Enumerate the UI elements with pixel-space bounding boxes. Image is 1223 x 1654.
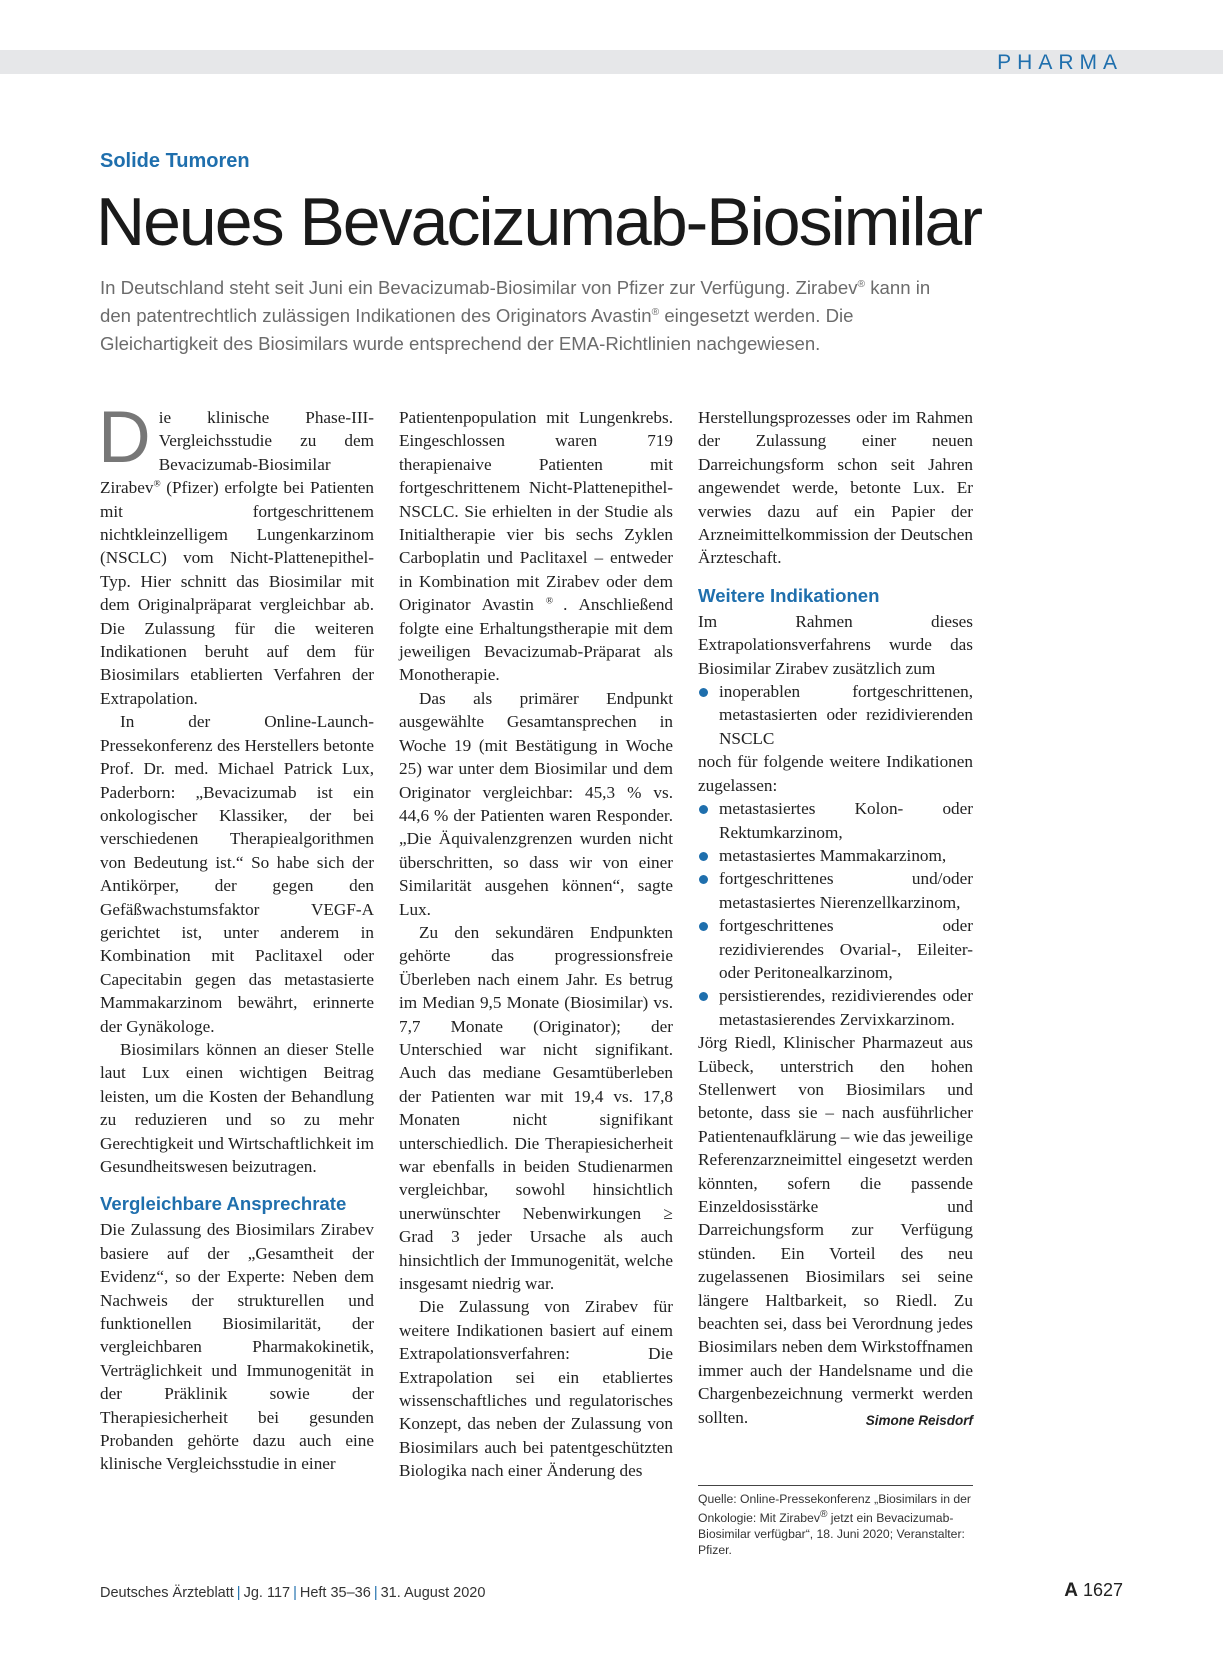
journal-volume: Jg. 117 (243, 1585, 291, 1601)
source-note (698, 1485, 973, 1558)
article-title: Neues Bevacizumab-Biosimilar (96, 184, 982, 260)
bullet-list (698, 680, 973, 750)
bullet-item: persistierendes, rezidivierendes oder metastasierendes Zervixkarzinom. (698, 984, 973, 1031)
section-label: PHARMA (997, 51, 1123, 74)
paragraph: In der Online-Launch-Pressekonferenz des Herstellers betonte Prof. Dr. med. Michael Patrick Lux, Paderborn: „Bevacizumab ist ein onkologischer Klassiker, der bei verschiedenen Therapiealgorithmen von Bedeutung ist.“ So habe sich der Antikörper, der gegen den Gefäßwachstumsfaktor VEGF-A gerichtet ist, unter anderem in Kombination mit Paclitaxel oder Capecitabin gegen das metastasierte Mammakarzinom bewährt, erinnerte der Gynäkologe. (100, 712, 374, 1036)
separator: | (373, 1585, 378, 1601)
registered-mark: ® (819, 1509, 828, 1520)
subheading: Vergleichbare Ansprechrate (100, 1193, 347, 1215)
journal-name: Deutsches Ärzteblatt (100, 1585, 234, 1601)
text-column-3 (698, 406, 973, 1496)
paragraph: Biosimilars können an dieser Stelle laut Lux einen wichtigen Beitrag leisten, um die Kosten der Behandlung zu reduzieren und so zu mehr Gerechtigkeit und Wirtschaftlichkeit im Gesundheitswesen beizutragen. (100, 1039, 374, 1176)
journal-issue: Heft 35–36 (299, 1585, 371, 1601)
paragraph-text: Patientenpopulation mit Lungenkrebs. Eingeschlossen waren 719 therapienaive Patienten mit fortgeschrittenem Nicht-Plattenepithel-NSCLC. Sie erhielten in der Studie als Initialtherapie vier bis sechs Zyklen Carboplatin und Paclitaxel – entweder in Kombination mit Zirabev oder dem Originator Avastin (399, 408, 673, 615)
paragraph-text: Herstellungsprozesses oder im Rahmen der Zulassung einer neuen Darreichungsform schon seit Jahren angewendet werde, betonte Lux. Er verwies dazu auf ein Papier der Arzneimittelkommission der Deutschen Ärzteschaft. (698, 408, 973, 568)
paragraph-continued (100, 1218, 374, 1475)
page-prefix: A (1064, 1580, 1078, 1601)
registered-mark: ® (857, 278, 866, 290)
text-column-1 (98, 397, 374, 1496)
paragraph-text: Jörg Riedl, Klinischer Pharmazeut aus Lübeck, unterstrich den hohen Stellenwert von Biosimilars und betonte, dass sie – nach ausführlicher Patientenaufklärung – wie das jeweilige Referenzarzneimittel eingesetzt werden könnten, sofern die passende Einzeldosisstärke und Darreichungsform zur Verfügung stünden. Ein Vorteil des neu zugelassenen Biosimilars sei seine längere Haltbarkeit, so Riedl. Zu beachten sei, dass bei Verordnung jedes Biosimilars neben dem Wirkstoffnamen immer auch der Handelsname und die Chargenbezeichnung vermerkt werden sollten. (698, 1033, 973, 1427)
bullet-item: fortgeschrittenes oder rezidivierendes Ovarial-, Eileiter- oder Peritonealkarzinom, (698, 914, 973, 984)
footer-citation (100, 1585, 485, 1601)
page-number (1064, 1580, 1123, 1602)
journal-date: 31. August 2020 (380, 1585, 486, 1601)
source-text-1: Quelle: Online-Pressekonferenz „Biosimilars in der Onkologie: Mit Zirabev (698, 1492, 971, 1526)
paragraph-text: . Anschließend folgte eine Erhaltungstherapie mit dem jeweiligen Bevacizumab-Präparat als Monotherapie. (399, 595, 674, 685)
lead-text-3: eingesetzt werden. Die Gleichartigkeit des Biosimilars wurde entsprechend der EMA-Richtlinien nachgewiesen. (100, 305, 854, 354)
source-text-2: jetzt ein Bevacizumab-Biosimilar verfügbar“, 18. Juni 2020; Veranstalter: Pfizer. (698, 1511, 965, 1558)
paragraph: Das als primärer Endpunkt ausgewählte Gesamtansprechen in Woche 19 (mit Bestätigung in Woche 25) war unter dem Biosimilar und dem Originator vergleichbar: 45,3 % vs. 44,6 % der Patienten waren Responder. „Die Äquivalenzgrenzen wurden nicht überschritten, so dass wir von einer Similarität ausgehen können“, sagte Lux. (399, 688, 673, 919)
article-kicker: Solide Tumoren (100, 150, 250, 172)
registered-mark: ® (651, 306, 660, 318)
separator: | (236, 1585, 241, 1601)
paragraph (98, 397, 374, 710)
paragraph: Zu den sekundären Endpunkten gehörte das progressionsfreie Überleben nach einem Jahr. Es betrug im Median 9,5 Monate (Biosimilar) vs. 7,7 Monate (Originator); der Unterschied war nicht signifikant. Auch das mediane Gesamtüberleben der Patienten war mit 19,4 vs. 17,8 Monaten nicht signifikant unterschiedlich. Die Therapiesicherheit war ebenfalls in beiden Studienarmen vergleichbar, sowohl hinsichtlich unerwünschter Nebenwirkungen ≥ Grad 3 jeder Ursache als auch hinsichtlich der Immunogenität, welche insgesamt niedrig war. (399, 922, 673, 1294)
paragraph-text: Die Zulassung des Biosimilars Zirabev basiere auf der „Gesamtheit der Evidenz“, so der Experte: Neben dem Nachweis der strukturellen und funktionellen Biosimilarität, der vergleichbaren Pharmakokinetik, Verträglichkeit und Immunogenität in der Präklinik sowie der Therapiesicherheit bei gesunden Probanden gehörte dazu auch eine klinische Vergleichsstudie in einer (100, 1220, 374, 1474)
bullet-item: metastasiertes Kolon- oder Rektumkarzinom, (698, 797, 973, 844)
page-value: 1627 (1082, 1580, 1123, 1600)
drop-cap: D (98, 397, 151, 478)
paragraph-text: (Pfizer) erfolgte bei Patienten mit fortgeschrittenem nichtkleinzelligem Lungenkarzinom (NSCLC) vom Nicht-Plattenepithel-Typ. Hier schnitt das Biosimilar mit dem Originalpräparat vergleichbar ab. Die Zulassung für die weiteren Indikationen beruht auf dem für Biosimilars etablierten Verfahren der Extrapolation. (100, 478, 374, 708)
text-column-2 (399, 406, 673, 1496)
registered-mark: ® (545, 596, 564, 607)
bullet-item: inoperablen fortgeschrittenen, metastasierten oder rezidivierenden NSCLC (698, 680, 973, 750)
paragraph-continued (698, 406, 973, 570)
subheading: Weitere Indikationen (698, 584, 880, 606)
paragraph: Im Rahmen dieses Extrapolationsverfahrens wurde das Biosimilar Zirabev zusätzlich zum (698, 611, 973, 678)
bullet-item: metastasiertes Mammakarzinom, (698, 844, 973, 867)
lead-text-2: kann in den patentrechtlich zulässigen Indikationen des Originators Avastin (100, 277, 931, 326)
paragraph-continued (399, 406, 673, 687)
author-name: Simone Reisdorf (865, 1412, 973, 1428)
registered-mark: ® (153, 479, 161, 490)
bullet-list (698, 797, 973, 1031)
article-lead (100, 274, 950, 358)
paragraph-text: ie klinische Phase-III-Vergleichsstudie zu dem Bevacizumab-Biosimilar Zirabev (100, 408, 374, 498)
paragraph: Die Zulassung von Zirabev für weitere Indikationen basiert auf einem Extrapolationsverfahren: Die Extrapolation sei ein etabliertes wissenschaftliches und regulatorisches Konzept, das neben der Zulassung von Biosimilars auch bei patentgeschützten Biologika nach einer Änderung des (399, 1297, 673, 1481)
paragraph: noch für folgende weitere Indikationen zugelassen: (698, 752, 973, 795)
paragraph (698, 1031, 973, 1429)
lead-text-1: In Deutschland steht seit Juni ein Bevacizumab-Biosimilar von Pfizer zur Verfügung. Zirabev (100, 277, 858, 298)
separator: | (293, 1585, 297, 1601)
bullet-item: fortgeschrittenes und/oder metastasiertes Nierenzellkarzinom, (698, 867, 973, 914)
